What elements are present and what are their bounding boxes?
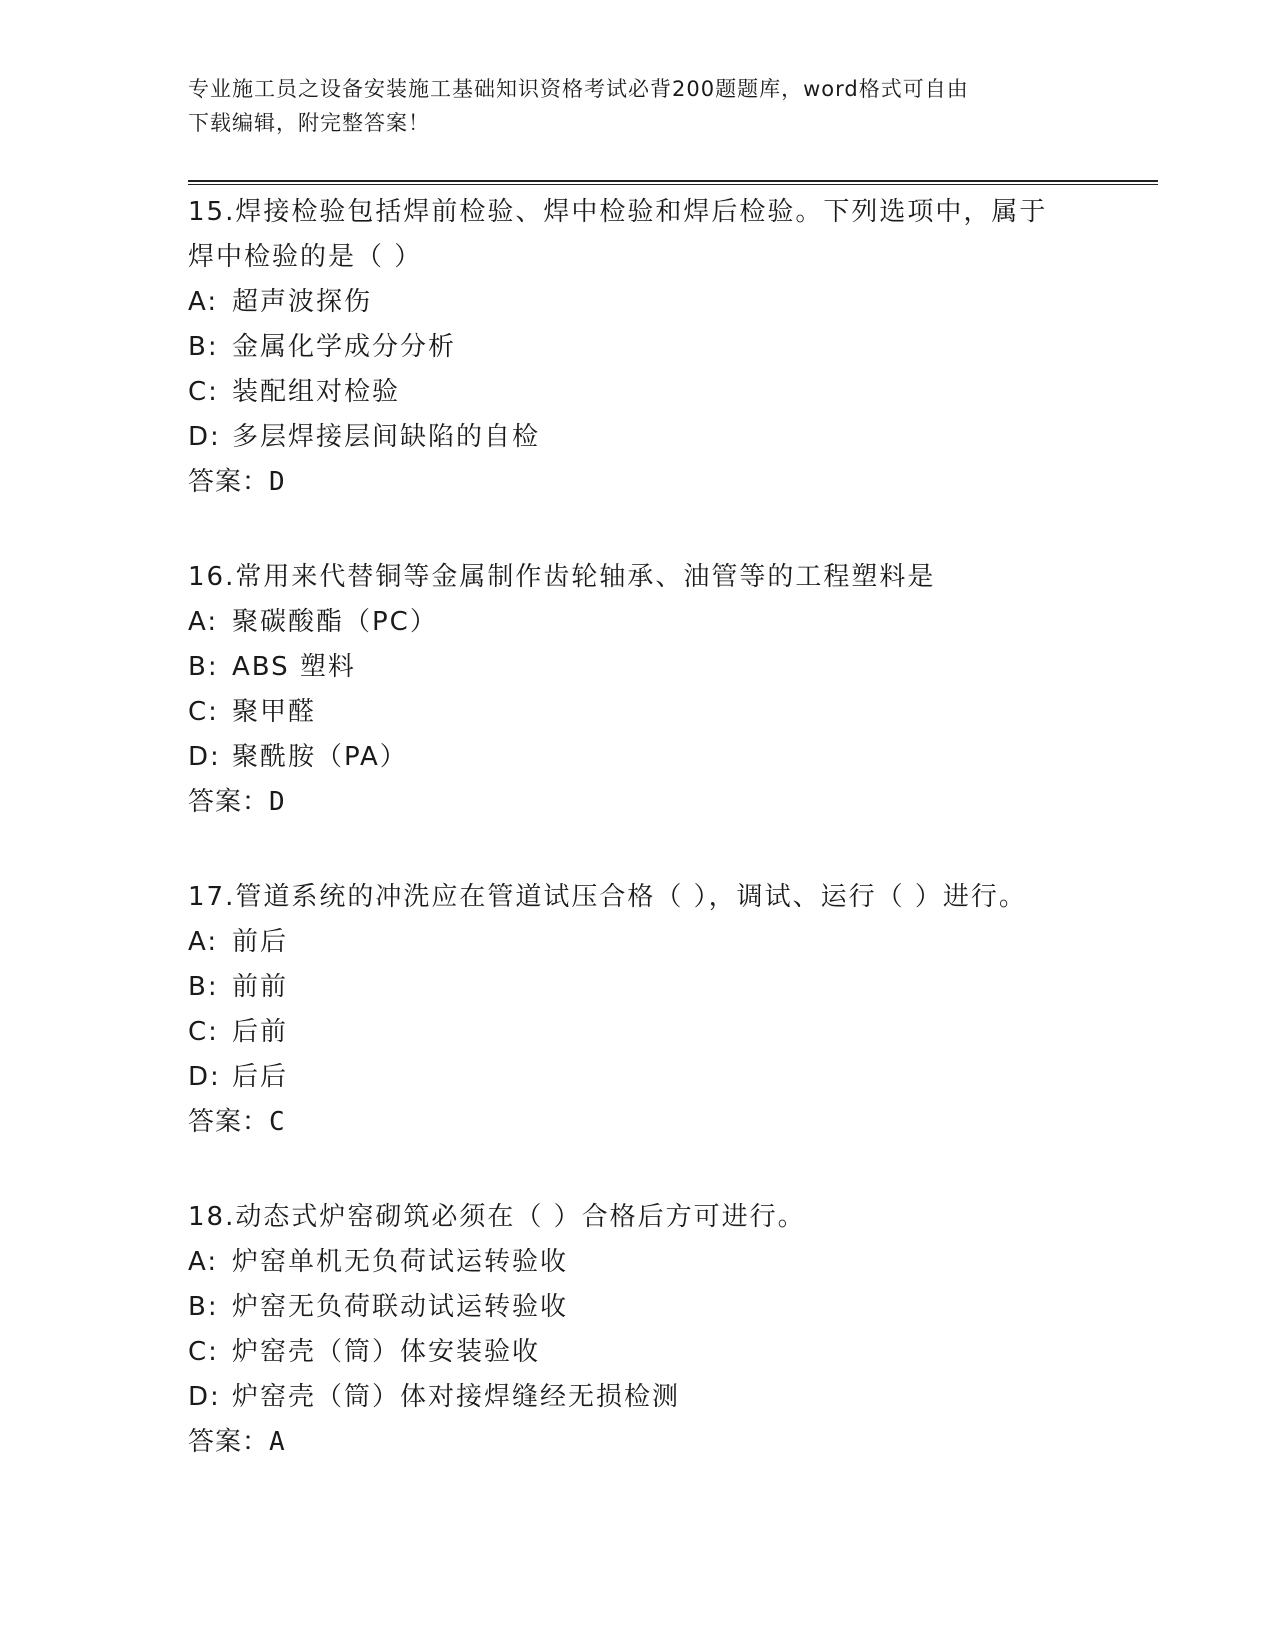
option-b — [188, 325, 1088, 370]
option-text: 炉窑无负荷联动试运转验收 — [232, 1292, 569, 1322]
option-text: 前后 — [232, 927, 289, 957]
question-stem: 15.焊接检验包括焊前检验、焊中检验和焊后检验。下列选项中，属于 — [188, 197, 1048, 227]
answer-value: C — [269, 1107, 286, 1137]
answer-label: 答案： — [188, 1427, 270, 1457]
option-letter: D: — [188, 422, 221, 452]
option-text: 装配组对检验 — [232, 377, 401, 407]
option-a — [188, 600, 1088, 645]
option-text: 炉窑壳（筒）体对接焊缝经无损检测 — [232, 1382, 681, 1412]
option-c — [188, 1330, 1088, 1375]
option-d — [188, 1055, 1088, 1100]
question-stem: 18.动态式炉窑砌筑必须在（ ）合格后方可进行。 — [188, 1202, 806, 1232]
option-text: 聚碳酸酯（PC） — [232, 607, 438, 637]
question-stem-continued: 焊中检验的是（ ） — [188, 242, 423, 272]
option-letter: D: — [188, 1382, 221, 1412]
question-16 — [188, 555, 1088, 825]
header-line-1: 专业施工员之设备安装施工基础知识资格考试必背200题题库，word格式可自由 — [188, 77, 969, 101]
option-b — [188, 1285, 1088, 1330]
question-spacer — [188, 1145, 1088, 1195]
question-15 — [188, 190, 1088, 505]
option-letter: B: — [188, 1292, 219, 1322]
option-text: ABS 塑料 — [232, 652, 356, 682]
option-c — [188, 1010, 1088, 1055]
option-letter: C: — [188, 1337, 219, 1367]
option-text: 后前 — [232, 1017, 289, 1047]
question-stem: 16.常用来代替铜等金属制作齿轮轴承、油管等的工程塑料是 — [188, 562, 936, 592]
option-letter: B: — [188, 332, 219, 362]
option-text: 炉窑壳（筒）体安装验收 — [232, 1337, 541, 1367]
option-b — [188, 645, 1088, 690]
answer-value: A — [269, 1427, 286, 1457]
header-line-2: 下载编辑，附完整答案！ — [188, 111, 430, 135]
option-d — [188, 735, 1088, 780]
question-spacer — [188, 825, 1088, 875]
question-17 — [188, 875, 1088, 1145]
option-text: 金属化学成分分析 — [232, 332, 457, 362]
option-a — [188, 1240, 1088, 1285]
option-letter: A: — [188, 927, 219, 957]
document-header — [188, 72, 1088, 140]
option-letter: C: — [188, 377, 219, 407]
question-stem: 17.管道系统的冲洗应在管道试压合格（ ），调试、运行（ ）进行。 — [188, 882, 1027, 912]
answer-value: D — [269, 467, 286, 497]
option-letter: A: — [188, 607, 219, 637]
answer-label: 答案： — [188, 1107, 270, 1137]
option-letter: B: — [188, 652, 219, 682]
answer-label: 答案： — [188, 787, 270, 817]
option-a — [188, 280, 1088, 325]
option-letter: C: — [188, 1017, 219, 1047]
answer-value: D — [269, 787, 286, 817]
option-letter: D: — [188, 1062, 221, 1092]
option-b — [188, 965, 1088, 1010]
question-18 — [188, 1195, 1088, 1465]
answer-line — [188, 1100, 1088, 1145]
option-text: 前前 — [232, 972, 289, 1002]
answer-line — [188, 780, 1088, 825]
option-d — [188, 1375, 1088, 1420]
option-text: 超声波探伤 — [232, 287, 373, 317]
header-divider-thick — [188, 180, 1158, 182]
header-divider-thin — [188, 184, 1158, 185]
option-text: 多层焊接层间缺陷的自检 — [232, 422, 541, 452]
option-letter: A: — [188, 1247, 219, 1277]
option-letter: A: — [188, 287, 219, 317]
answer-line — [188, 1420, 1088, 1465]
option-c — [188, 370, 1088, 415]
question-spacer — [188, 505, 1088, 555]
option-letter: B: — [188, 972, 219, 1002]
option-text: 后后 — [232, 1062, 289, 1092]
option-letter: C: — [188, 697, 219, 727]
option-c — [188, 690, 1088, 735]
question-list — [188, 190, 1088, 1465]
answer-label: 答案： — [188, 467, 270, 497]
option-text: 聚酰胺（PA） — [232, 742, 408, 772]
option-text: 炉窑单机无负荷试运转验收 — [232, 1247, 569, 1277]
option-a — [188, 920, 1088, 965]
option-d — [188, 415, 1088, 460]
option-letter: D: — [188, 742, 221, 772]
answer-line — [188, 460, 1088, 505]
option-text: 聚甲醛 — [232, 697, 317, 727]
